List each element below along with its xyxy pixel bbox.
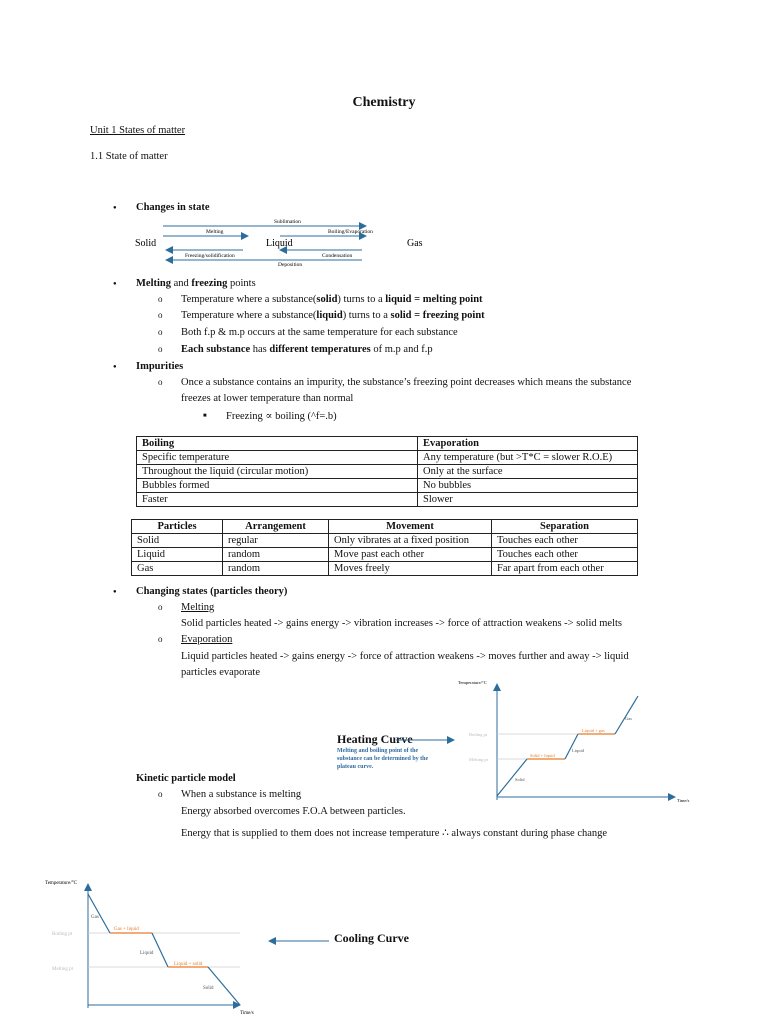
section-heading: 1.1 State of matter bbox=[90, 151, 168, 162]
heating-solid-label: Solid bbox=[515, 777, 525, 782]
kinetic-line-3: Energy that is supplied to them does not increase temperature ∴ always constant during phase change bbox=[181, 828, 608, 839]
table-row: Specific temperature Any temperature (but >T*C = slower R.O.E) bbox=[137, 451, 638, 465]
evaporation-process-1: Liquid particles heated -> gains energy -> force of attraction weakens -> moves further and away -> liquid bbox=[181, 651, 629, 662]
heating-curve-note: Melting and boiling point of the substance can be determined by the plateau curve. bbox=[337, 748, 429, 770]
cooling-curve-chart bbox=[40, 872, 270, 1020]
impurities-line-1: o Once a substance contains an impurity, the substance’s freezing point decreases which means the substance bbox=[181, 377, 631, 388]
heating-y-label: Temperature/°C bbox=[458, 680, 487, 685]
melting-label: Melting bbox=[206, 229, 224, 235]
boiling-label: Boiling/Evaporation bbox=[328, 229, 373, 235]
same-temperature-note: o Both f.p & m.p occurs at the same temperature for each substance bbox=[181, 327, 458, 338]
melting-subheading: o Melting bbox=[181, 602, 214, 613]
heating-liquid-segment bbox=[565, 734, 578, 759]
heating-curve-title: Heating Curve bbox=[337, 732, 413, 746]
cooling-solid-label: Solid bbox=[203, 986, 214, 991]
sublimation-label: Sublimation bbox=[274, 219, 301, 225]
impurities-heading: ● Impurities bbox=[136, 361, 183, 372]
freezing-boiling-relation: ■ Freezing ∝ boiling (^f=.b) bbox=[226, 410, 337, 422]
table-row: Solid regular Only vibrates at a fixed position Touches each other bbox=[132, 534, 638, 548]
heating-mp-label: Melting pt bbox=[469, 757, 488, 762]
melting-process: Solid particles heated -> gains energy -> vibration increases -> force of attraction weakens -> solid melts bbox=[181, 618, 623, 629]
kinetic-line-2: Energy absorbed overcomes F.O.A between particles. bbox=[181, 806, 406, 817]
melting-point-definition: o Temperature where a substance(solid) turns to a liquid = melting point bbox=[181, 294, 483, 305]
boiling-evaporation-table bbox=[136, 436, 638, 507]
cooling-bp-label: Boiling pt bbox=[52, 932, 73, 937]
melting-freezing-heading: ● Melting and freezing points bbox=[136, 278, 256, 289]
gas-label: Gas bbox=[407, 238, 423, 249]
solid-label: Solid bbox=[135, 238, 157, 249]
unit-heading: Unit 1 States of matter bbox=[90, 125, 186, 136]
evaporation-process-2: particles evaporate bbox=[181, 667, 260, 678]
state-change-diagram bbox=[130, 212, 430, 270]
cooling-curve-title: Cooling Curve bbox=[334, 931, 409, 945]
liquid-label: Liquid bbox=[266, 238, 293, 249]
heating-liquid-label: Liquid bbox=[572, 748, 584, 753]
cooling-mp-label: Melting pt bbox=[52, 967, 73, 972]
cooling-gas-label: Gas bbox=[91, 915, 99, 920]
changes-heading: ● Changes in state bbox=[136, 202, 210, 213]
cooling-liquid-label: Liquid bbox=[140, 951, 154, 956]
kinetic-heading: Kinetic particle model bbox=[136, 773, 236, 784]
freezing-point-definition: o Temperature where a substance(liquid) turns to a solid = freezing point bbox=[181, 310, 485, 321]
cooling-gas-segment bbox=[88, 894, 110, 933]
freezing-label: Freezing/solidification bbox=[185, 253, 235, 259]
heating-solid-liquid-label: Solid + liquid bbox=[530, 753, 555, 758]
different-temperatures-note: o Each substance has different temperatures of m.p and f.p bbox=[181, 344, 433, 355]
table-row: Bubbles formed No bubbles bbox=[137, 479, 638, 493]
cooling-y-label: Temperature/°C bbox=[45, 881, 77, 886]
table-row: Gas random Moves freely Far apart from each other bbox=[132, 562, 638, 576]
cooling-liquid-solid-label: Liquid + solid bbox=[174, 962, 203, 967]
table-header-row bbox=[137, 437, 638, 451]
cooling-gas-liquid-label: Gas + liquid bbox=[114, 927, 139, 932]
cooling-pointer-arrow bbox=[265, 935, 331, 947]
condensation-label: Condensation bbox=[322, 253, 353, 259]
table-row: Throughout the liquid (circular motion) Only at the surface bbox=[137, 465, 638, 479]
changing-states-heading: ● Changing states (particles theory) bbox=[136, 586, 287, 597]
particles-table bbox=[131, 519, 638, 576]
kinetic-line-1: o When a substance is melting bbox=[181, 789, 301, 800]
table-row: Liquid random Move past each other Touches each other bbox=[132, 548, 638, 562]
page-title: Chemistry bbox=[352, 95, 416, 110]
heating-gas-segment bbox=[615, 696, 638, 734]
table-header: Boiling bbox=[137, 437, 418, 451]
cooling-liquid-segment bbox=[152, 933, 168, 967]
table-header-row: Particles Arrangement Movement Separation bbox=[132, 520, 638, 534]
heating-bp-label: Boiling pt bbox=[469, 732, 488, 737]
table-row: Faster Slower bbox=[137, 493, 638, 507]
heating-gas-label: Gas bbox=[625, 716, 632, 721]
cooling-x-label: Time/s bbox=[240, 1011, 254, 1016]
deposition-label: Deposition bbox=[278, 262, 303, 268]
heating-x-label: Time/s bbox=[677, 798, 690, 803]
evaporation-subheading: o Evaporation bbox=[181, 634, 232, 645]
heating-curve-chart bbox=[455, 676, 695, 806]
table-header: Evaporation bbox=[418, 437, 638, 451]
heating-pointer-arrow bbox=[396, 732, 458, 744]
impurities-line-2: freezes at lower temperature than normal bbox=[181, 393, 354, 404]
heating-liquid-gas-label: Liquid + gas bbox=[582, 728, 605, 733]
